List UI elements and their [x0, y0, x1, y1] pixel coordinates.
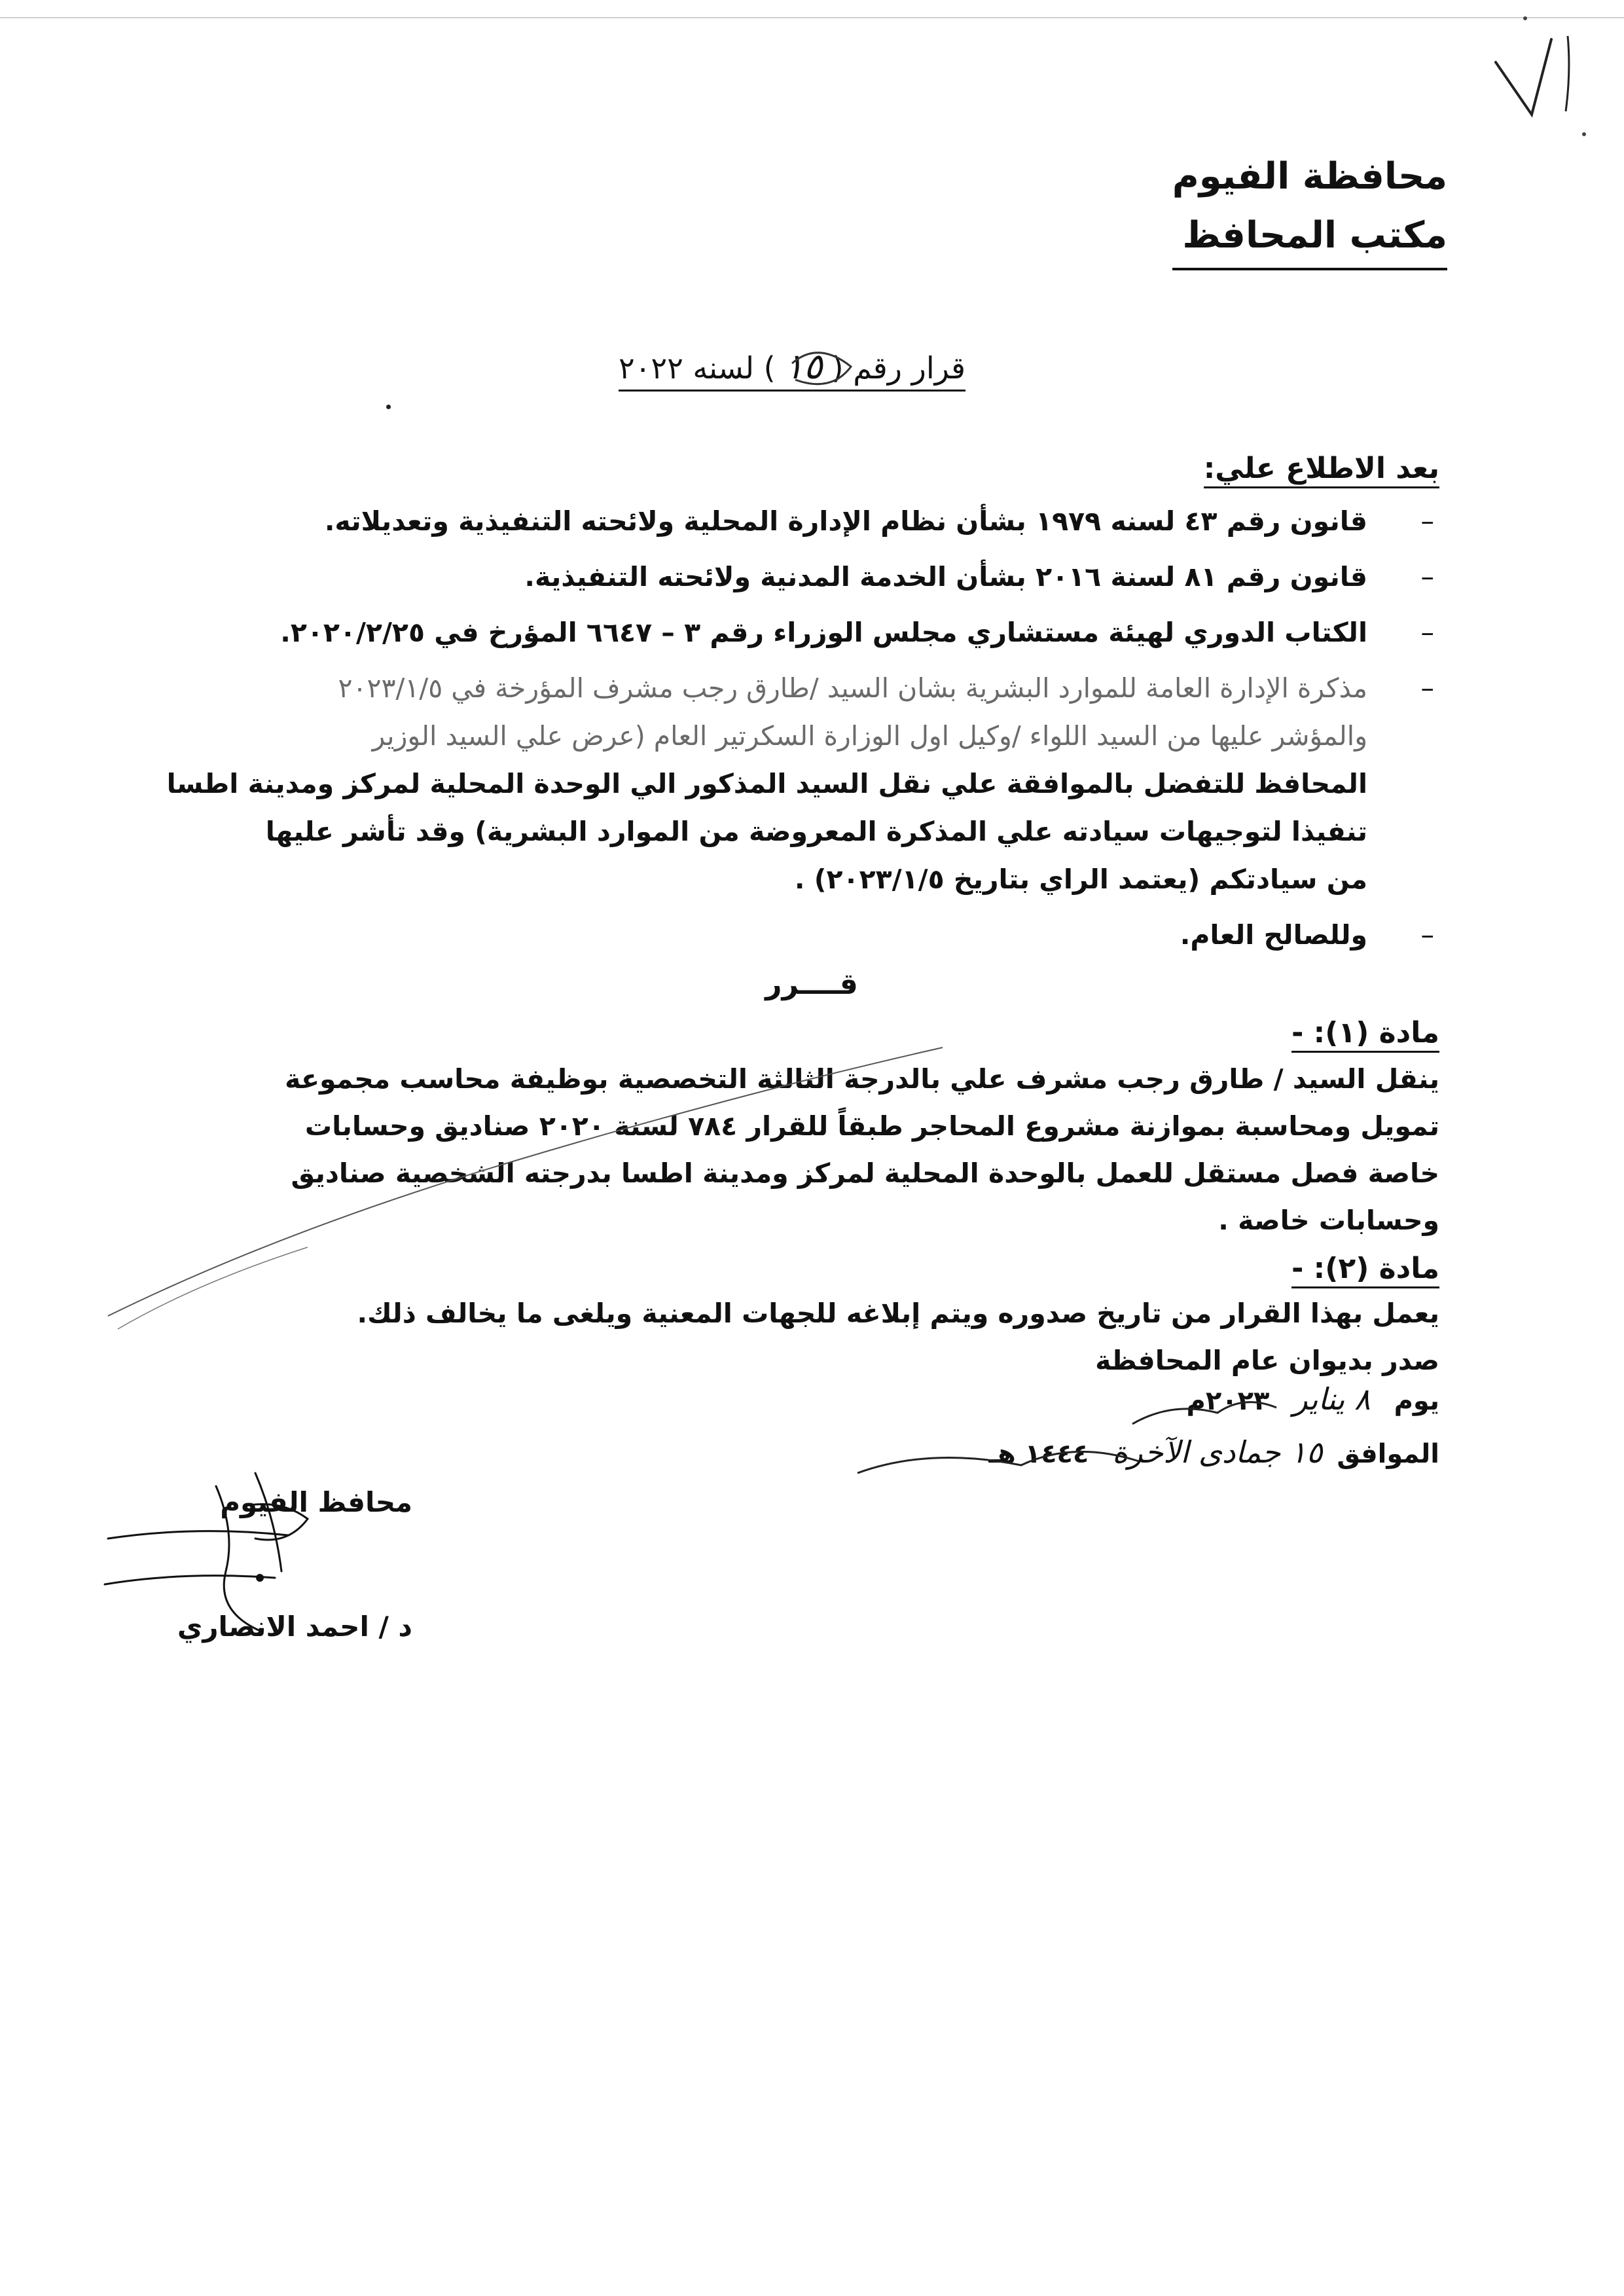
- hijri-date: [988, 1427, 1439, 1480]
- preamble-label: بعد الاطلاع علي:: [1204, 452, 1439, 488]
- article-line: وحسابات خاصة .: [1218, 1205, 1439, 1236]
- preamble-line: تنفيذا لتوجيهات سيادته علي المذكرة المعروضة من الموارد البشرية) وقد تأشر عليها: [265, 816, 1367, 847]
- preamble-line: والمؤشر عليها من السيد اللواء /وكيل اول الوزارة السكرتير العام (عرض علي السيد الوزير: [372, 720, 1367, 752]
- scan-dot: [386, 405, 391, 409]
- article-line: يعمل بهذا القرار من تاريخ صدوره ويتم إبلاغه للجهات المعنية ويلغى ما يخالف ذلك.: [357, 1298, 1439, 1329]
- preamble-line: من سيادتكم (يعتمد الراي بتاريخ ٢٠٢٣/١/٥) .: [794, 864, 1367, 895]
- governorate-name: محافظة الفيوم: [1172, 155, 1447, 198]
- article-2-label: مادة (٢): -: [1291, 1252, 1439, 1288]
- preamble-line: – قانون رقم ٨١ لسنة ٢٠١٦ بشأن الخدمة المدنية ولائحته التنفيذية.: [524, 561, 1367, 592]
- preamble-item: [170, 498, 1439, 545]
- article-2-text: [117, 1290, 1439, 1384]
- resolution-heading: قــــرر: [765, 968, 858, 1001]
- article-line: تمويل ومحاسبة بموازنة مشروع المحاجر طبقاً للقرار ٧٨٤ لسنة ٢٠٢٠ صناديق وحسابات: [304, 1110, 1439, 1142]
- article-line: صدر بديوان عام المحافظة: [1095, 1345, 1439, 1376]
- preamble-line: – الكتاب الدوري لهيئة مستشاري مجلس الوزراء رقم ٣ – ٦٦٤٧ المؤرخ في ٢٠٢٠/٢/٢٥.: [280, 617, 1367, 648]
- preamble-list: [166, 498, 1439, 967]
- office-name: مكتب المحافظ: [1172, 206, 1447, 270]
- scan-edge: [0, 17, 1624, 18]
- decision-prefix: قرار رقم (: [831, 350, 965, 386]
- handwritten-day: ٨ يناير: [1293, 1381, 1371, 1417]
- preamble-item: [170, 609, 1439, 657]
- preamble-item: [170, 553, 1439, 601]
- decision-title-text: [618, 346, 965, 392]
- preamble-item: [170, 911, 1439, 959]
- decision-suffix: ) لسنه ٢٠٢٢: [618, 350, 776, 386]
- day-label: يوم: [1394, 1386, 1439, 1416]
- article-1-text: [117, 1055, 1439, 1244]
- preamble-line: المحافظ للتفضل بالموافقة علي نقل السيد المذكور الي الوحدة المحلية لمركز ومدينة اطسا: [166, 768, 1367, 799]
- signatory-title: محافظ الفيوم: [220, 1486, 412, 1518]
- date-block: [988, 1374, 1439, 1480]
- article-line: ينقل السيد / طارق رجب مشرف علي بالدرجة الثالثة التخصصية بوظيفة محاسب مجموعة: [285, 1063, 1439, 1095]
- gregorian-date: [988, 1374, 1439, 1427]
- signature-block: [137, 1473, 412, 1656]
- scan-dot: [1582, 132, 1586, 136]
- article-1-label: مادة (١): -: [1291, 1016, 1439, 1053]
- article-line: خاصة فصل مستقل للعمل بالوحدة المحلية لمركز ومدينة اطسا بدرجته الشخصية صناديق: [291, 1157, 1439, 1189]
- preamble-line: – مذكرة الإدارة العامة للموارد البشرية بشان السيد /طارق رجب مشرف المؤرخة في ٢٠٢٣/١/٥: [338, 672, 1367, 704]
- preamble-line: – قانون رقم ٤٣ لسنه ١٩٧٩ بشأن نظام الإدارة المحلية ولائحته التنفيذية وتعديلاته.: [324, 505, 1367, 537]
- decision-title: [576, 346, 1008, 387]
- hijri-year: ١٤٤٤ هـ: [988, 1439, 1089, 1469]
- preamble-line: – وللصالح العام.: [1180, 919, 1367, 951]
- letterhead: [1172, 147, 1447, 270]
- preamble-item: [166, 665, 1439, 903]
- corner-check-mark: [1496, 39, 1551, 115]
- hijri-label: الموافق: [1337, 1439, 1439, 1469]
- handwritten-hijri: ١٥ جمادى الآخرة: [1112, 1434, 1323, 1470]
- corner-stroke: [1566, 36, 1569, 111]
- gregorian-year: ٢٠٢٣م: [1186, 1386, 1270, 1416]
- decision-number: ١٥: [784, 346, 823, 387]
- signatory-name: د / احمد الانصاري: [177, 1611, 412, 1643]
